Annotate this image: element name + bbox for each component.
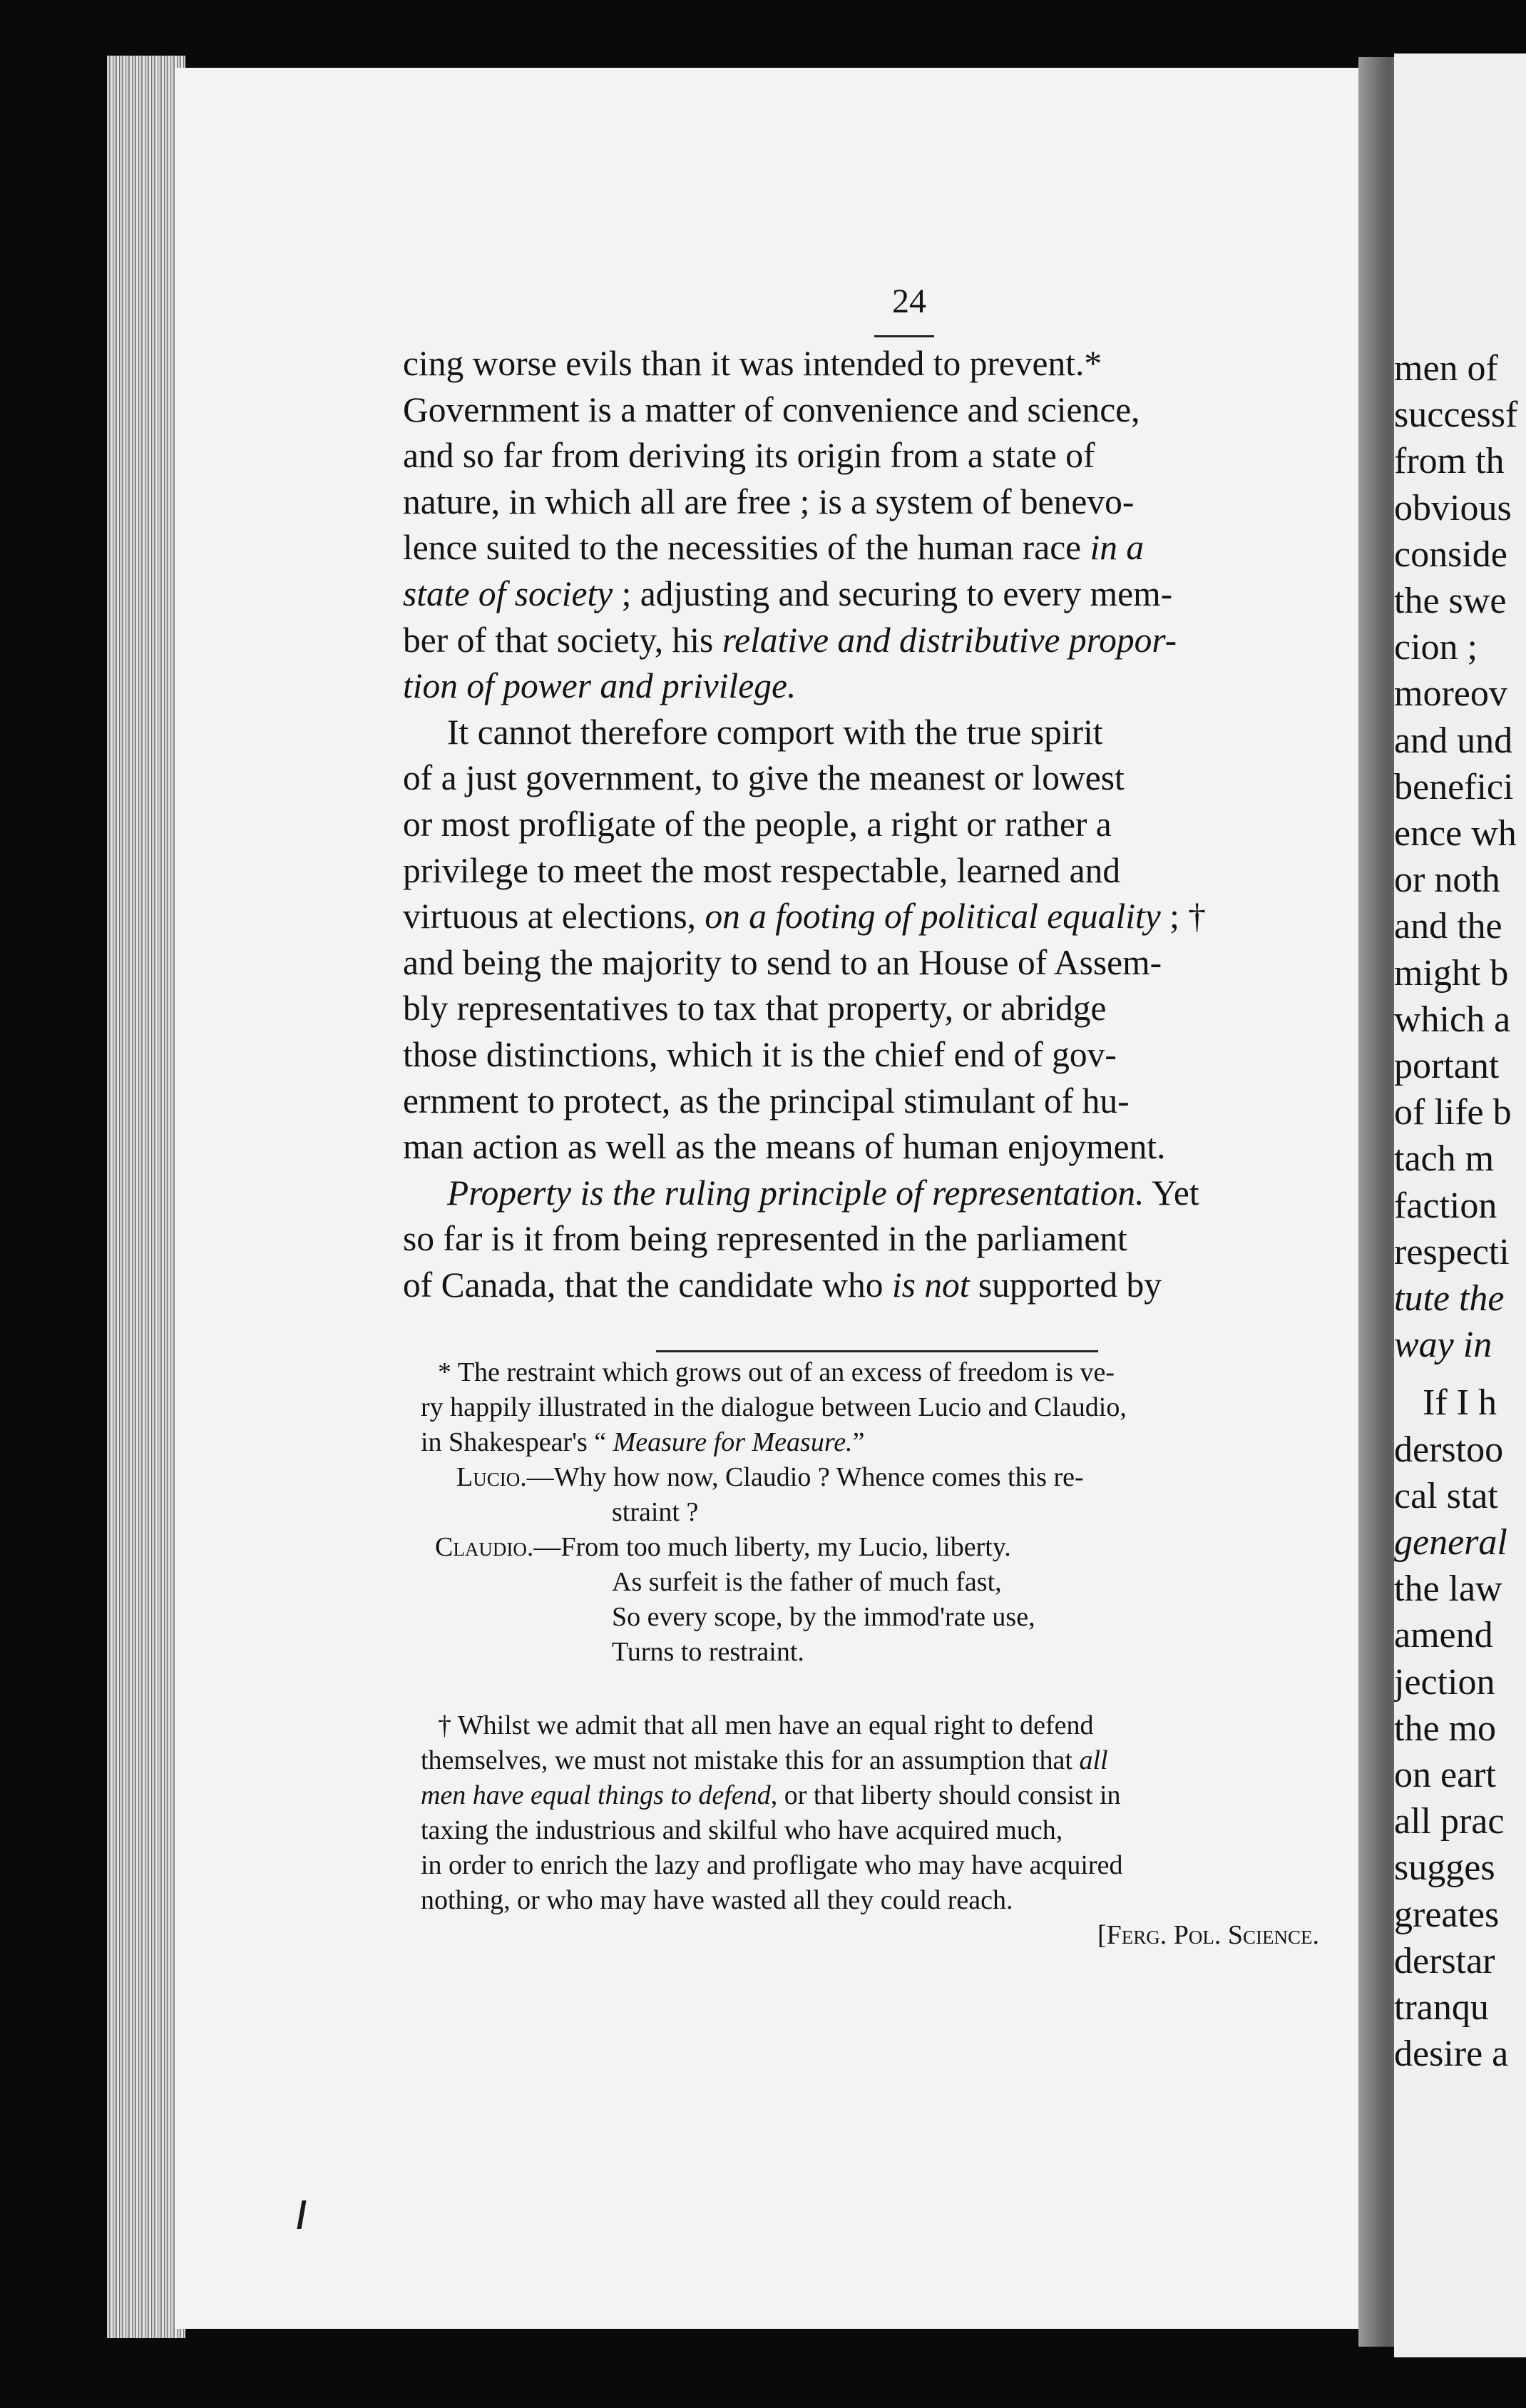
facing-page-line: amend bbox=[1394, 1615, 1493, 1656]
facing-page-line: respecti bbox=[1394, 1231, 1510, 1272]
facing-page bbox=[1394, 53, 1526, 2357]
speaker-lucio: Lucio. bbox=[456, 1462, 527, 1492]
footnote-rule bbox=[656, 1350, 1098, 1352]
footnote-line: † Whilst we admit that all men have an equal right to defend bbox=[438, 1710, 1094, 1740]
dialogue-line: So every scope, by the immod'rate use, bbox=[612, 1602, 1035, 1632]
facing-page-line: If I h bbox=[1423, 1382, 1497, 1424]
text-line: and being the majority to send to an House of Assem- bbox=[403, 942, 1162, 982]
facing-page-line: derstoo bbox=[1394, 1429, 1504, 1470]
facing-page-line: men of bbox=[1394, 348, 1498, 389]
text-line: It cannot therefore comport with the true spirit bbox=[447, 712, 1103, 752]
facing-page-line: general bbox=[1394, 1522, 1507, 1563]
text-line: virtuous at elections, on a footing of political equality ; † bbox=[403, 897, 1207, 937]
text-line: or most profligate of the people, a right or rather a bbox=[403, 804, 1112, 844]
facing-page-line: the swe bbox=[1394, 581, 1507, 621]
facing-page-line: and und bbox=[1394, 720, 1513, 761]
facing-page-line: desire a bbox=[1394, 2034, 1509, 2075]
facing-page-line: sugges bbox=[1394, 1847, 1495, 1889]
footnote-line: * The restraint which grows out of an excess of freedom is ve- bbox=[438, 1357, 1115, 1387]
text-line: nature, in which all are free ; is a system of benevo- bbox=[403, 481, 1135, 521]
facing-page-line: cal stat bbox=[1394, 1475, 1498, 1516]
dialogue-line: —From too much liberty, my Lucio, liberty. bbox=[533, 1532, 1011, 1562]
facing-page-line: and the bbox=[1394, 906, 1502, 947]
dialogue-lucio bbox=[421, 1460, 1362, 1495]
facing-page-line: greates bbox=[1394, 1894, 1500, 1935]
footnote-line: nothing, or who may have wasted all they could reach. bbox=[421, 1885, 1013, 1915]
facing-page-line: the mo bbox=[1394, 1708, 1496, 1749]
facing-page-line: obvious bbox=[1394, 487, 1512, 529]
book-page-edges bbox=[107, 56, 185, 2338]
dialogue-line: —Why how now, Claudio ? Whence comes this re- bbox=[526, 1462, 1084, 1492]
text-line: so far is it from being represented in the parliament bbox=[403, 1219, 1127, 1259]
facing-page-line: moreov bbox=[1394, 673, 1507, 715]
text-line: lence suited to the necessities of the human race in a bbox=[403, 528, 1144, 568]
page-number-rule bbox=[874, 335, 934, 337]
footnote-line: taxing the industrious and skilful who have acquired much, bbox=[421, 1815, 1063, 1845]
facing-page-line: conside bbox=[1394, 534, 1507, 575]
facing-page-line: tach m bbox=[1394, 1138, 1495, 1180]
dialogue-line: straint ? bbox=[612, 1497, 699, 1527]
facing-page-line: tute the bbox=[1394, 1278, 1505, 1319]
footnote-second bbox=[421, 1708, 1362, 1953]
facing-page-line: way in bbox=[1394, 1325, 1492, 1366]
text-line: bly representatives to tax that property, or abridge bbox=[403, 989, 1107, 1029]
footnote-citation: [Ferg. Pol. Science. bbox=[1097, 1920, 1319, 1950]
text-line: ber of that society, his relative and distributive propor- bbox=[403, 620, 1177, 660]
text-line: ernment to protect, as the principal stimulant of hu- bbox=[403, 1081, 1130, 1121]
footnote-line: themselves, we must not mistake this for an assumption that all bbox=[421, 1745, 1108, 1775]
facing-page-line: of life b bbox=[1394, 1092, 1512, 1133]
facing-page-line: or noth bbox=[1394, 859, 1500, 901]
facing-page-line: all prac bbox=[1394, 1801, 1505, 1842]
facing-page-line: on eart bbox=[1394, 1755, 1496, 1795]
facing-page-line: jection bbox=[1394, 1661, 1495, 1703]
text-line: privilege to meet the most respectable, learned and bbox=[403, 850, 1121, 890]
text-line: and so far from deriving its origin from a state of bbox=[403, 436, 1095, 476]
speaker-claudio: Claudio. bbox=[435, 1532, 534, 1562]
facing-page-line: might b bbox=[1394, 952, 1509, 994]
dialogue-claudio bbox=[421, 1530, 1362, 1565]
text-line: of a just government, to give the meanest or lowest bbox=[403, 758, 1125, 798]
facing-page-line: the law bbox=[1394, 1568, 1502, 1610]
facing-page-line: which a bbox=[1394, 999, 1511, 1040]
footnote-line: men have equal things to defend, or that liberty should consist in bbox=[421, 1780, 1121, 1810]
facing-page-line: derstar bbox=[1394, 1940, 1495, 1981]
text-line: cing worse evils than it was intended to prevent.* bbox=[403, 344, 1102, 383]
text-line: Government is a matter of convenience and science, bbox=[403, 389, 1140, 429]
facing-page-line: from th bbox=[1394, 441, 1505, 482]
footnote-line: in order to enrich the lazy and profligate who may have acquired bbox=[421, 1850, 1123, 1880]
facing-page-line: tranqu bbox=[1394, 1987, 1489, 2028]
facing-page-line: successf bbox=[1394, 394, 1518, 436]
footnote-first bbox=[421, 1355, 1362, 1670]
text-line: Property is the ruling principle of representation. Yet bbox=[447, 1173, 1199, 1213]
footnote-line: in Shakespear's “ Measure for Measure.” bbox=[421, 1427, 865, 1457]
facing-page-line: benefici bbox=[1394, 766, 1514, 807]
facing-page-line: ence wh bbox=[1394, 813, 1517, 854]
footnote-line: ry happily illustrated in the dialogue between Lucio and Claudio, bbox=[421, 1392, 1127, 1422]
dialogue-line: Turns to restraint. bbox=[612, 1637, 804, 1667]
page-number: 24 bbox=[892, 282, 926, 320]
facing-page-line: faction bbox=[1394, 1185, 1497, 1226]
text-line: state of society ; adjusting and securing to every mem- bbox=[403, 573, 1173, 613]
text-line: tion of power and privilege. bbox=[403, 666, 797, 706]
main-text-block bbox=[403, 341, 1367, 1308]
dialogue-line: As surfeit is the father of much fast, bbox=[612, 1567, 1002, 1597]
text-line: those distinctions, which it is the chief end of gov- bbox=[403, 1034, 1117, 1074]
facing-page-line: cion ; bbox=[1394, 627, 1478, 668]
text-line: man action as well as the means of human enjoyment. bbox=[403, 1127, 1166, 1167]
text-line: of Canada, that the candidate who is not supported by bbox=[403, 1265, 1162, 1305]
facing-page-line: portant bbox=[1394, 1046, 1500, 1086]
